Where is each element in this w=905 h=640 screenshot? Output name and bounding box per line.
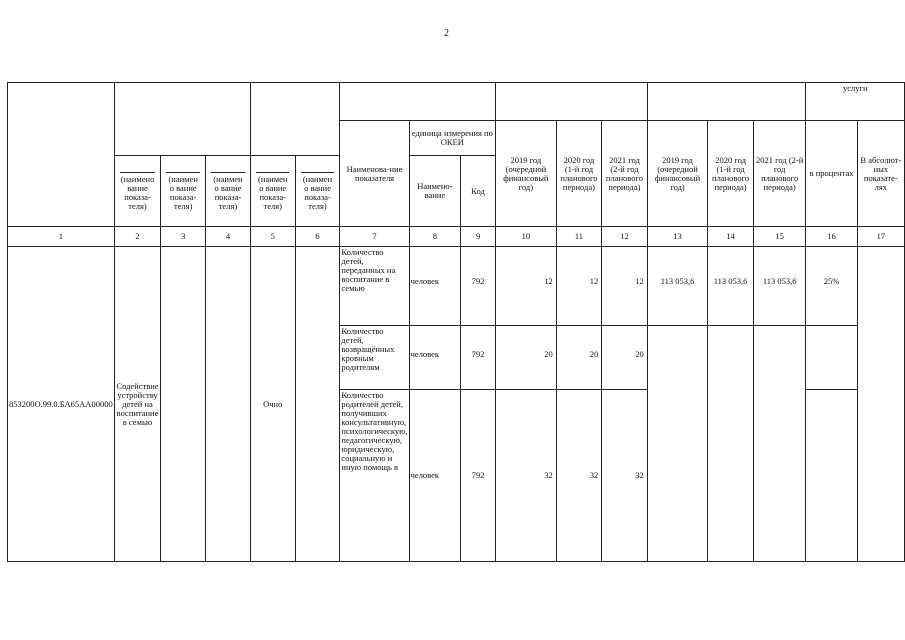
empty-cell [806,390,857,562]
column-number: 10 [496,227,557,247]
service-name: Содействие устройству детей на воспитание в семью [114,247,161,562]
indicator-name: Количество детей, переданных на воспитание в семью [340,247,409,326]
sub-name-label: (наимено вание показа-теля) [301,172,334,211]
price-2020: 113 053,6 [708,247,754,326]
header-group-values [496,83,648,121]
service-form: Очно [250,247,295,562]
empty-cell [753,326,806,562]
header-2020-volume: 2020 год (1-й год планового периода) [556,121,602,227]
column-number: 16 [806,227,857,247]
price-2019: 113 053,6 [647,247,708,326]
header-group-conditions [250,83,340,156]
indicator-name: Количество родителей детей, получивших консультативную, психологическую, педагогическую, юридическую, социальную и иную помощь в [340,390,409,562]
unit-code: 792 [461,326,496,390]
header-group-price [647,83,806,121]
value-2020: 20 [556,326,602,390]
header-sub-3 [161,156,206,227]
empty-cell [295,247,340,562]
empty-cell [161,247,206,562]
column-number: 6 [295,227,340,247]
column-number: 11 [556,227,602,247]
empty-cell [708,326,754,562]
volume-indicators-table [7,82,905,562]
page-number: 2 [444,28,449,39]
header-unit-group: единица измерения по ОКЕИ [409,121,495,156]
value-2021: 20 [602,326,648,390]
value-2020: 32 [556,390,602,562]
header-sub-4 [206,156,251,227]
column-number: 12 [602,227,648,247]
unit-name: человек [409,247,460,326]
sub-name-label: (наимено вание показа-теля) [211,172,244,211]
column-number: 3 [161,227,206,247]
header-unit-name: Наимено-вание [409,156,460,227]
empty-cell [806,326,857,390]
sub-name-label: (наимено вание показа-теля) [256,172,289,211]
column-number: 5 [250,227,295,247]
column-number: 15 [753,227,806,247]
column-number: 13 [647,227,708,247]
sub-name-label: (наимено вание показа-теля) [166,172,199,211]
header-2021-price: 2021 год (2-й год планового периода) [753,121,806,227]
header-2020-price: 2020 год (1-й год планового периода) [708,121,754,227]
unit-code: 792 [461,247,496,326]
column-number: 4 [206,227,251,247]
header-col-1 [8,83,115,227]
column-number: 17 [857,227,904,247]
empty-cell [206,247,251,562]
header-group-indicator [340,83,496,121]
column-number: 7 [340,227,409,247]
header-group-content [114,83,250,156]
header-indicator-name: Наименова-ние показателя [340,121,409,227]
registry-code: 853200О.99.0.БА65АА00000 [8,247,115,562]
value-2019: 32 [496,390,557,562]
header-absolute: В абсолют-ных показате-лях [857,121,904,227]
header-2019-volume: 2019 год (очередной финансовый год) [496,121,557,227]
header-2019-price: 2019 год (очередной финансовый год) [647,121,708,227]
column-number: 1 [8,227,115,247]
header-percent: в процентах [806,121,857,227]
column-number: 14 [708,227,754,247]
value-2019: 12 [496,247,557,326]
sub-name-label: (наимено вание показа-теля) [120,173,155,211]
deviation-percent: 25% [806,247,857,326]
header-sub-2 [114,156,161,227]
unit-name: человек [409,390,460,562]
table-row [8,247,905,326]
value-2019: 20 [496,326,557,390]
deviation-absolute [857,247,904,562]
indicator-name: Количество детей, возвращённых кровным родителям [340,326,409,390]
column-number: 2 [114,227,161,247]
column-numbers-row [8,227,905,247]
header-sub-6 [295,156,340,227]
header-sub-5 [250,156,295,227]
column-number: 8 [409,227,460,247]
header-usluga: услуги [806,83,905,121]
value-2021: 12 [602,247,648,326]
column-number: 9 [461,227,496,247]
unit-code: 792 [461,390,496,562]
header-2021-volume: 2021 год (2-й год планового периода) [602,121,648,227]
unit-name: человек [409,326,460,390]
value-2021: 32 [602,390,648,562]
empty-cell [647,326,708,562]
value-2020: 12 [556,247,602,326]
header-unit-code: Код [461,156,496,227]
price-2021: 113 053,6 [753,247,806,326]
